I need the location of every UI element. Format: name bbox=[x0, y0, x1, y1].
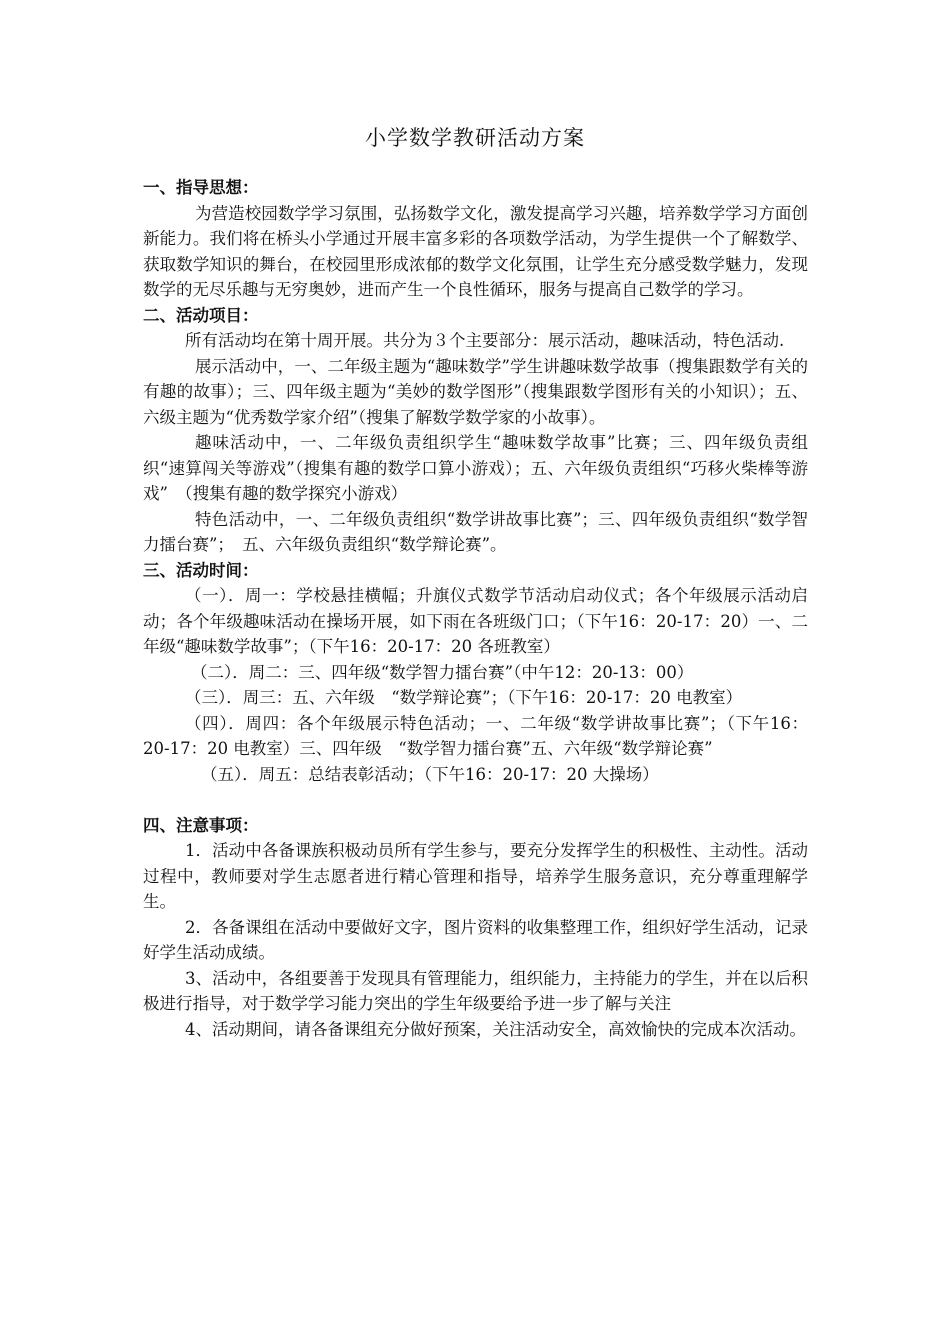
paragraph: （二）．周二：三、四年级“数学智力擂台赛”（中午12：20-13：00） bbox=[191, 662, 694, 682]
paragraph: 展示活动中，一、二年级主题为“趣味数学”学生讲趣味数学故事（搜集跟数学有关的有趣的故事）；三、四年级主题为“美妙的数学图形”（搜集跟数学图形有关的小知识）；五、六级主题为“优秀数学家介绍”（搜集了解数学数学家的小故事）。 bbox=[143, 356, 808, 427]
paragraph: 为营造校园数学学习氛围，弘扬数学文化，激发提高学习兴趣，培养数学学习方面创新能力。我们将在桥头小学通过开展丰富多彩的各项数学活动，为学生提供一个了解数学、获取数学知识的舞台，在校园里形成浓郁的数学文化氛围，让学生充分感受数学魅力，发现数学的无尽乐趣与无穷奥妙，进而产生一个良性循环，服务与提高自己数学的学习。 bbox=[143, 203, 808, 299]
section-heading: 四、注意事项： bbox=[143, 815, 259, 835]
section-heading: 二、活动项目： bbox=[143, 305, 259, 325]
paragraph: 特色活动中，一、二年级负责组织“数学讲故事比赛”；三、四年级负责组织“数学智力擂台赛”； 五、六年级负责组织“数学辩论赛”。 bbox=[143, 509, 808, 554]
paragraph: 所有活动均在第十周开展。共分为３个主要部分：展示活动，趣味活动，特色活动. bbox=[185, 331, 785, 350]
blank-line bbox=[143, 787, 808, 813]
section-guiding-ideology bbox=[143, 175, 808, 303]
paragraph: （三）．周三：五、六年级 “数学辩论赛”；（下午16：20-17：20 电教室） bbox=[185, 688, 743, 707]
paragraph: （五）．周五：总结表彰活动；（下午16：20-17：20 大操场） bbox=[201, 764, 659, 784]
paragraph: （四）．周四：各个年级展示特色活动；一、二年级“数学讲故事比赛”；（下午16：20-17：20 电教室）三、四年级 “数学智力擂台赛”五、六年级“数学辩论赛” bbox=[143, 713, 808, 758]
section-notes bbox=[143, 813, 808, 1043]
paragraph: 1．活动中各备课族积极动员所有学生参与，要充分发挥学生的积极性、主动性。活动过程中，教师要对学生志愿者进行精心管理和指导，培养学生服务意识，充分尊重理解学生。 bbox=[143, 841, 808, 911]
paragraph: 4、活动期间，请各备课组充分做好预案，关注活动安全，高效愉快的完成本次活动。 bbox=[185, 1019, 806, 1039]
section-heading: 三、活动时间： bbox=[143, 560, 259, 580]
section-activity-items bbox=[143, 303, 808, 558]
paragraph: 3、活动中，各组要善于发现具有管理能力，组织能力，主持能力的学生，并在以后积极进行指导，对于数学学习能力突出的学生年级要给予进一步了解与关注 bbox=[143, 968, 808, 1013]
paragraph: 2．各备课组在活动中要做好文字，图片资料的收集整理工作，组织好学生活动，记录好学生活动成绩。 bbox=[143, 917, 808, 962]
section-activity-time bbox=[143, 558, 808, 788]
section-heading: 一、指导思想： bbox=[143, 178, 259, 197]
paragraph: 趣味活动中，一、二年级负责组织学生“趣味数学故事”比赛；三、四年级负责组织“速算闯关等游戏”（搜集有趣的数学口算小游戏）；五、六年级负责组织“巧移火柴棒等游戏” （搜集有趣的数学探究小游戏） bbox=[143, 433, 808, 503]
document-body bbox=[143, 175, 808, 1042]
paragraph: （一）．周一：学校悬挂横幅；升旗仪式数学节活动启动仪式；各个年级展示活动启动；各个年级趣味活动在操场开展，如下雨在各班级门口；（下午16：20-17：20）一、二年级“趣味数学故事”；（下午16：20-17：20 各班教室） bbox=[143, 586, 808, 656]
document-title: 小学数学教研活动方案 bbox=[365, 126, 585, 150]
